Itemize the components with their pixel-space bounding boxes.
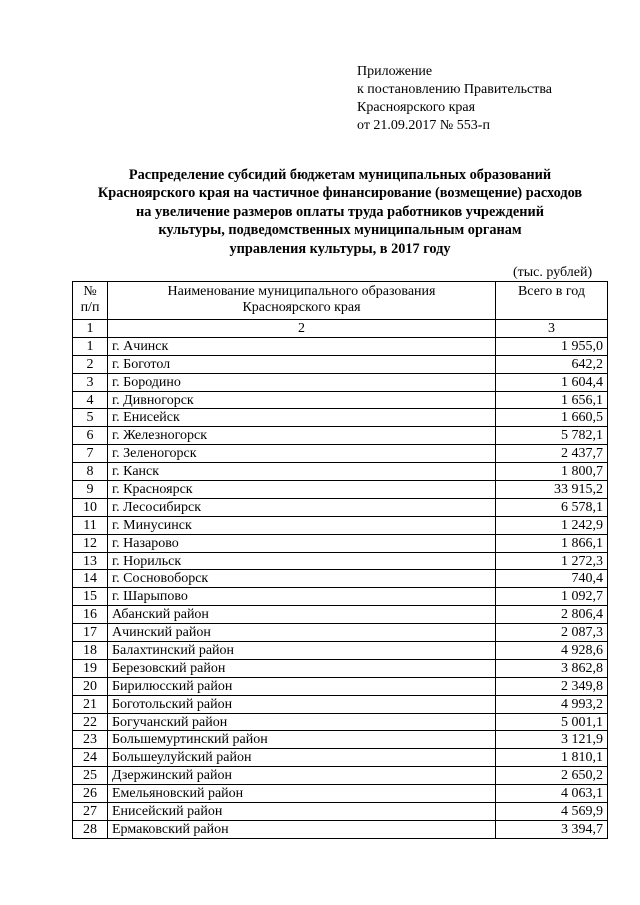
row-total: 6 578,1: [496, 498, 608, 516]
document-title: [60, 166, 620, 258]
title-line: на увеличение размеров оплаты труда работников учреждений: [136, 203, 544, 220]
table-row: [73, 552, 608, 570]
row-name: Дзержинский район: [108, 767, 496, 785]
row-total: 1 800,7: [496, 463, 608, 481]
row-total: 3 121,9: [496, 731, 608, 749]
row-number: 27: [73, 803, 108, 821]
column-number: 1: [73, 320, 108, 338]
row-name: Большеулуйский район: [108, 749, 496, 767]
row-name: Ермаковский район: [108, 820, 496, 838]
row-total: 3 394,7: [496, 820, 608, 838]
table-row: [73, 445, 608, 463]
row-number: 25: [73, 767, 108, 785]
table-row: [73, 355, 608, 373]
title-line: Распределение субсидий бюджетам муниципальных образований: [128, 167, 552, 183]
row-number: 23: [73, 731, 108, 749]
row-name: Балахтинский район: [108, 642, 496, 660]
row-number: 11: [73, 516, 108, 534]
row-total: 4 063,1: [496, 785, 608, 803]
row-name: г. Дивногорск: [108, 391, 496, 409]
row-name: г. Енисейск: [108, 409, 496, 427]
table-row: [73, 803, 608, 821]
row-name: Боготольский район: [108, 695, 496, 713]
table-row: [73, 659, 608, 677]
row-total: 3 862,8: [496, 659, 608, 677]
table-row: [73, 713, 608, 731]
row-number: 13: [73, 552, 108, 570]
title-line: управления культуры, в 2017 году: [229, 240, 451, 257]
row-name: г. Железногорск: [108, 427, 496, 445]
row-total: 33 915,2: [496, 481, 608, 499]
row-total: 4 993,2: [496, 695, 608, 713]
units-label: (тыс. рублей): [513, 265, 593, 280]
row-number: 20: [73, 677, 108, 695]
row-number: 18: [73, 642, 108, 660]
row-name: г. Зеленогорск: [108, 445, 496, 463]
header-name: Наименование муниципального образования Красноярского края: [108, 282, 496, 320]
row-total: 1 866,1: [496, 534, 608, 552]
row-name: Ачинский район: [108, 624, 496, 642]
row-number: 21: [73, 695, 108, 713]
title-line: культуры, подведомственных муниципальным органам: [158, 222, 522, 239]
row-number: 8: [73, 463, 108, 481]
row-name: г. Красноярск: [108, 481, 496, 499]
row-number: 2: [73, 355, 108, 373]
row-total: 5 782,1: [496, 427, 608, 445]
table-row: [73, 642, 608, 660]
row-name: г. Шарыпово: [108, 588, 496, 606]
row-total: 1 604,4: [496, 373, 608, 391]
table-row: [73, 677, 608, 695]
appendix-line: Красноярского края: [357, 100, 476, 115]
appendix-line: к постановлению Правительства: [357, 82, 553, 97]
row-number: 24: [73, 749, 108, 767]
row-name: Бирилюсский район: [108, 677, 496, 695]
row-total: 1 955,0: [496, 337, 608, 355]
subsidy-table: [72, 281, 608, 839]
row-number: 14: [73, 570, 108, 588]
table-row: [73, 391, 608, 409]
row-total: 1 242,9: [496, 516, 608, 534]
row-total: 1 660,5: [496, 409, 608, 427]
column-number: 2: [108, 320, 496, 338]
table-row: [73, 481, 608, 499]
row-number: 5: [73, 409, 108, 427]
table-row: [73, 337, 608, 355]
row-number: 26: [73, 785, 108, 803]
row-total: 1 092,7: [496, 588, 608, 606]
row-name: г. Канск: [108, 463, 496, 481]
appendix-line: от 21.09.2017 № 553-п: [357, 118, 490, 133]
row-number: 10: [73, 498, 108, 516]
table-row: [73, 749, 608, 767]
row-total: 5 001,1: [496, 713, 608, 731]
column-number-row: [73, 320, 608, 338]
row-number: 3: [73, 373, 108, 391]
table-row: [73, 534, 608, 552]
row-name: г. Назарово: [108, 534, 496, 552]
row-number: 7: [73, 445, 108, 463]
row-number: 9: [73, 481, 108, 499]
row-name: г. Бородино: [108, 373, 496, 391]
title-line: Красноярского края на частичное финансирование (возмещение) расходов: [97, 185, 583, 202]
row-total: 1 656,1: [496, 391, 608, 409]
row-total: 1 810,1: [496, 749, 608, 767]
row-total: 2 087,3: [496, 624, 608, 642]
row-number: 16: [73, 606, 108, 624]
table-row: [73, 409, 608, 427]
table-row: [73, 427, 608, 445]
table-row: [73, 731, 608, 749]
row-name: г. Лесосибирск: [108, 498, 496, 516]
row-name: г. Боготол: [108, 355, 496, 373]
column-number: 3: [496, 320, 608, 338]
row-number: 12: [73, 534, 108, 552]
row-name: Богучанский район: [108, 713, 496, 731]
row-name: Большемуртинский район: [108, 731, 496, 749]
row-total: 2 437,7: [496, 445, 608, 463]
row-number: 17: [73, 624, 108, 642]
row-name: Абанский район: [108, 606, 496, 624]
table-row: [73, 695, 608, 713]
header-total: Всего в год: [496, 282, 608, 320]
table-row: [73, 767, 608, 785]
table-row: [73, 516, 608, 534]
row-number: 22: [73, 713, 108, 731]
table-row: [73, 463, 608, 481]
row-number: 6: [73, 427, 108, 445]
header-number: № п/п: [73, 282, 108, 320]
table-row: [73, 588, 608, 606]
table-header-row: [73, 282, 608, 320]
table-row: [73, 570, 608, 588]
appendix-line: Приложение: [357, 64, 433, 79]
row-number: 4: [73, 391, 108, 409]
row-name: Березовский район: [108, 659, 496, 677]
row-name: Енисейский район: [108, 803, 496, 821]
row-name: Емельяновский район: [108, 785, 496, 803]
row-number: 28: [73, 820, 108, 838]
table-row: [73, 820, 608, 838]
row-total: 2 806,4: [496, 606, 608, 624]
table-row: [73, 498, 608, 516]
row-name: г. Сосновоборск: [108, 570, 496, 588]
row-number: 19: [73, 659, 108, 677]
row-total: 4 928,6: [496, 642, 608, 660]
row-total: 2 349,8: [496, 677, 608, 695]
row-name: г. Норильск: [108, 552, 496, 570]
row-total: 642,2: [496, 355, 608, 373]
table-row: [73, 373, 608, 391]
row-total: 4 569,9: [496, 803, 608, 821]
appendix-block: [357, 63, 552, 135]
table-row: [73, 785, 608, 803]
row-name: г. Ачинск: [108, 337, 496, 355]
row-number: 1: [73, 337, 108, 355]
row-total: 740,4: [496, 570, 608, 588]
row-number: 15: [73, 588, 108, 606]
table-row: [73, 606, 608, 624]
table-row: [73, 624, 608, 642]
row-total: 2 650,2: [496, 767, 608, 785]
row-total: 1 272,3: [496, 552, 608, 570]
row-name: г. Минусинск: [108, 516, 496, 534]
